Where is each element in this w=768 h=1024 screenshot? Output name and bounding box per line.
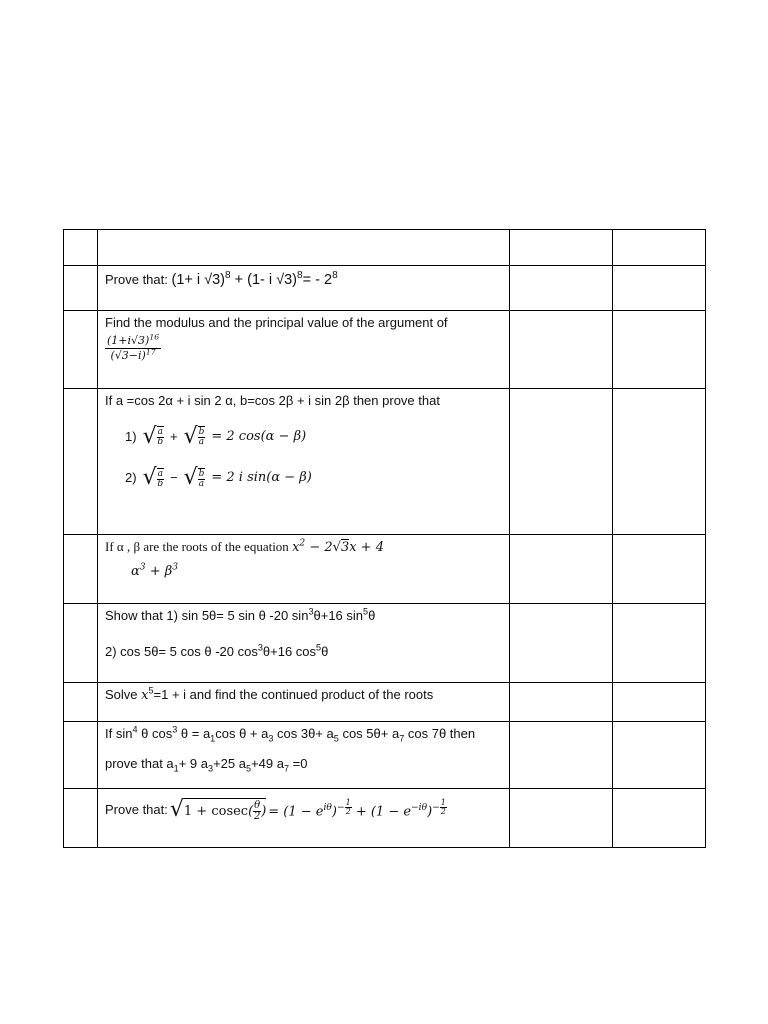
table-cell (510, 266, 613, 311)
equation-line: 1) √ $\frac{a}{b}$ + √ $\frac{b}{a}$ = 2 cos(α − β) (125, 422, 502, 452)
table-cell (510, 535, 613, 604)
question-text: Prove that: √1 + cosec( $\frac{\theta}{2}$ ) = $(1 - e^{i\theta})^{- \frac{1}{2}}$ + $(1 - e^{-i\theta})^{- \frac{1}{2}}$ (98, 789, 509, 828)
question-cell (98, 604, 510, 683)
question-cell (98, 683, 510, 722)
question-cell (98, 722, 510, 789)
table-cell (510, 389, 613, 535)
table-row (64, 683, 706, 722)
question-cell (98, 389, 510, 535)
table-row (64, 722, 706, 789)
question-text: Show that 1) sin 5θ= 5 sin θ -20 $\sin^3\theta+16$ $\sin^5\theta$ 2) cos 5θ= 5 cos θ -20 $\cos^3\theta+16$ $\cos^5\theta$ (105, 606, 376, 659)
table-cell (613, 311, 706, 389)
fraction: $\frac{(1+i√3)^{16}}{(√3-i)^{17}}$ (107, 331, 160, 363)
table-cell (64, 311, 98, 389)
table-cell (613, 683, 706, 722)
question-text: If $\sin^4 \theta$ $\cos^3 \theta = a_1\cos$ $\theta + a_3$ $\cos 3\theta+ a_5$ $\cos 5\theta+ a_7$ cos 7θ then prove that $a_1+ 9$ $a_3+25$ $a_5+49$ $a_7 =0$ (105, 724, 476, 774)
table-cell (64, 722, 98, 789)
question-text: If α , β are the roots of the equation $x^2 - 2√3x + 4$ $\alpha^3 + \beta^3$ (105, 538, 384, 579)
table-cell (613, 604, 706, 683)
table-cell (510, 683, 613, 722)
question-text: If a =cos 2α + i sin 2 α, b=cos 2β + i sin 2β then prove that 1) √ $\frac{a}{b}$ + √ $\frac{b}{a}$ = 2 cos(α − β) 2) √ $\frac{a}{b}$ − √ $\frac{b}{a}$ = 2 i sin(α − β) (98, 389, 509, 496)
table-row (64, 604, 706, 683)
table-row (64, 266, 706, 311)
table-cell (613, 535, 706, 604)
table-cell (64, 604, 98, 683)
table-row (64, 311, 706, 389)
table-cell (64, 389, 98, 535)
table-cell (510, 604, 613, 683)
sqrt-a-over-b: √ $\frac{a}{b}$ (142, 423, 164, 449)
question-cell (98, 535, 510, 604)
sqrt-b-over-a: √ $\frac{b}{a}$ (183, 423, 205, 449)
table-row (64, 230, 706, 266)
table-cell (613, 789, 706, 848)
table-row (64, 389, 706, 535)
table-cell (613, 230, 706, 266)
table-cell (64, 230, 98, 266)
equation-line: 2) √ $\frac{a}{b}$ − √ $\frac{b}{a}$ = 2 i sin(α − β) (125, 463, 502, 493)
questions-table (63, 229, 706, 848)
question-cell (98, 266, 510, 311)
table-cell (613, 389, 706, 535)
question-cell (98, 311, 510, 389)
table-cell (64, 266, 98, 311)
table-cell (64, 535, 98, 604)
table-cell (64, 789, 98, 848)
question-text: Solve $x^5=1 + i$ and find the continued product of the roots (105, 685, 434, 703)
sqrt-expression: √1 + cosec( $\frac{\theta}{2}$ ) (169, 797, 267, 822)
sqrt-a-over-b: √ $\frac{a}{b}$ (142, 465, 164, 491)
question-text: Find the modulus and the principal value of the argument of $\frac{(1+i√3)^{16}}{(√3-i)^{17}}$ (105, 315, 448, 363)
table-cell (510, 230, 613, 266)
table-cell (510, 722, 613, 789)
table-cell (613, 266, 706, 311)
table-cell (510, 789, 613, 848)
sqrt-b-over-a: √ $\frac{b}{a}$ (183, 465, 205, 491)
table-cell (98, 230, 510, 266)
table-cell (64, 683, 98, 722)
table-row (64, 789, 706, 848)
question-cell (98, 789, 510, 848)
table-cell (510, 311, 613, 389)
table-cell (613, 722, 706, 789)
question-text: Prove that: (1+ i √3)$^8$ + (1- i $√3)^8= - 2^8$ (105, 270, 338, 288)
table-row (64, 535, 706, 604)
